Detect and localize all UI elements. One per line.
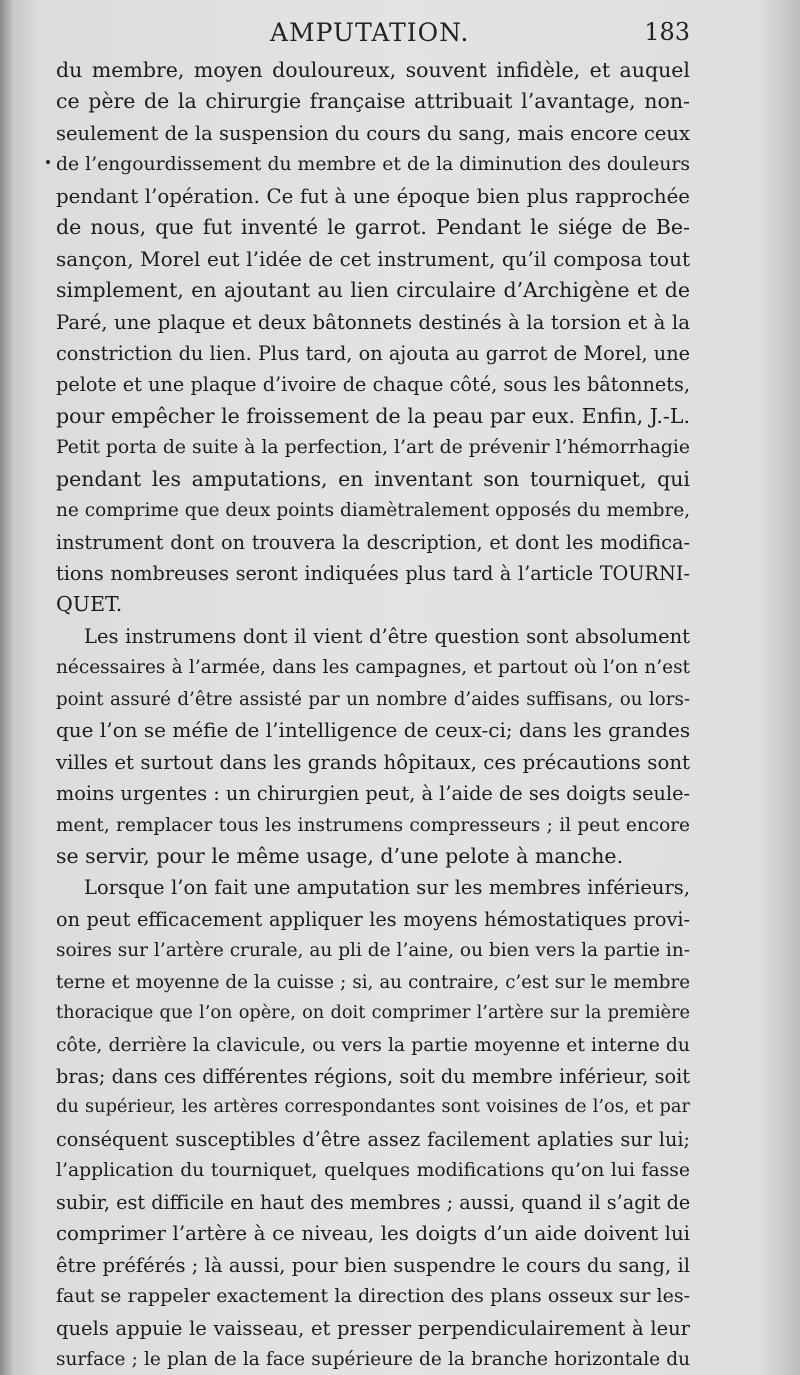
text-line: thoracique que l’on opère, on doit comprimer l’artère sur la première [56, 1003, 690, 1024]
text-line: moins urgentes : un chirurgien peut, à l’aide de ses doigts seule- [56, 782, 690, 806]
text-line: simplement, en ajoutant au lien circulaire d’Archigène et de [56, 278, 690, 303]
text-line: que l’on se méfie de l’intelligence de ceux-ci; dans les grandes [56, 718, 691, 743]
text-line: pendant l’opération. Ce fut à une époque bien plus rapprochée [56, 184, 690, 208]
text-line: nécessaires à l’armée, dans les campagnes, et partout où l’on n’est [56, 657, 690, 679]
text-line: de l’engourdissement du membre et de la diminution des douleurs [56, 154, 690, 176]
text-line: Les instrumens dont il vient d’être question sont absolument [84, 624, 690, 648]
text-line: être préférés ; là aussi, pour bien suspendre le cours du sang, il [56, 1253, 690, 1277]
scan-speck [46, 160, 50, 164]
text-line: pour empêcher le froissement de la peau par eux. Enfin, J.-L. [56, 403, 690, 428]
text-line: point assuré d’être assisté par un nombre d’aides suffisans, ou lors- [56, 688, 690, 710]
text-line: ment, remplacer tous les instrumens compresseurs ; il peut encore [56, 814, 690, 836]
text-line: pendant les amputations, en inventant son tourniquet, qui [56, 466, 690, 491]
text-line: bras; dans ces différentes régions, soit du membre inférieur, soit [56, 1065, 690, 1088]
text-line: seulement de la suspension du cours du sang, mais encore ceux [56, 121, 690, 145]
text-line: tions nombreuses seront indiquées plus tard à l’article TOURNI- [56, 562, 690, 585]
text-line: soires sur l’artère crurale, au pli de l’aine, ou bien vers la partie in- [56, 940, 690, 962]
text-line: côte, derrière la clavicule, ou vers la partie moyenne et interne du [56, 1034, 690, 1056]
text-line: faut se rappeler exactement la direction des plans osseux sur les- [56, 1285, 690, 1308]
text-line: surface ; le plan de la face supérieure de la branche horizontale du [56, 1348, 690, 1370]
text-line: l’application du tourniquet, quelques modifications qu’on lui fasse [56, 1160, 690, 1182]
text-line: Lorsque l’on fait une amputation sur les membres inférieurs, [84, 876, 690, 900]
text-line: comprimer l’artère à ce niveau, les doigts d’un aide doivent lui [56, 1222, 690, 1246]
body-text [56, 55, 690, 1375]
text-line: sançon, Morel eut l’idée de cet instrument, qu’il composa tout [56, 246, 690, 271]
text-line: conséquent susceptibles d’être assez facilement aplaties sur lui; [56, 1127, 690, 1151]
text-line: constriction du lien. Plus tard, on ajouta au garrot de Morel, une [56, 341, 690, 365]
text-line: on peut efficacement appliquer les moyens hémostatiques provi- [56, 907, 690, 931]
text-line: ne comprime que deux points diamètralement opposés du membre, [56, 500, 691, 522]
text-line: QUET. [56, 592, 123, 617]
text-line: se servir, pour le même usage, d’une pelote à manche. [56, 843, 624, 868]
text-line: subir, est difficile en haut des membres ; aussi, quand il s’agit de [56, 1190, 691, 1214]
text-line: du membre, moyen douloureux, souvent infidèle, et auquel [56, 58, 690, 82]
text-line: de nous, que fut inventé le garrot. Pendant le siége de Be- [56, 215, 690, 240]
page-number: 183 [644, 18, 690, 46]
text-line: terne et moyenne de la cuisse ; si, au contraire, c’est sur le membre [56, 971, 690, 993]
page-header [56, 18, 690, 54]
text-line: pelote et une plaque d’ivoire de chaque côté, sous les bâtonnets, [56, 373, 690, 397]
text-line: du supérieur, les artères correspondantes sont voisines de l’os, et par [56, 1097, 690, 1118]
text-line: Petit porta de suite à la perfection, l’art de prévenir l’hémorrhagie [56, 437, 690, 459]
text-line: ce père de la chirurgie française attribuait l’avantage, non- [56, 89, 690, 114]
text-line: instrument dont on trouvera la description, et dont les modifica- [56, 530, 690, 554]
text-line: Paré, une plaque et deux bâtonnets destinés à la torsion et à la [56, 310, 690, 334]
text-line: quels appuie le vaisseau, et presser perpendiculairement à leur [56, 1316, 690, 1340]
text-line: villes et surtout dans les grands hôpitaux, ces précautions sont [56, 750, 690, 774]
running-head: AMPUTATION. [270, 18, 470, 47]
